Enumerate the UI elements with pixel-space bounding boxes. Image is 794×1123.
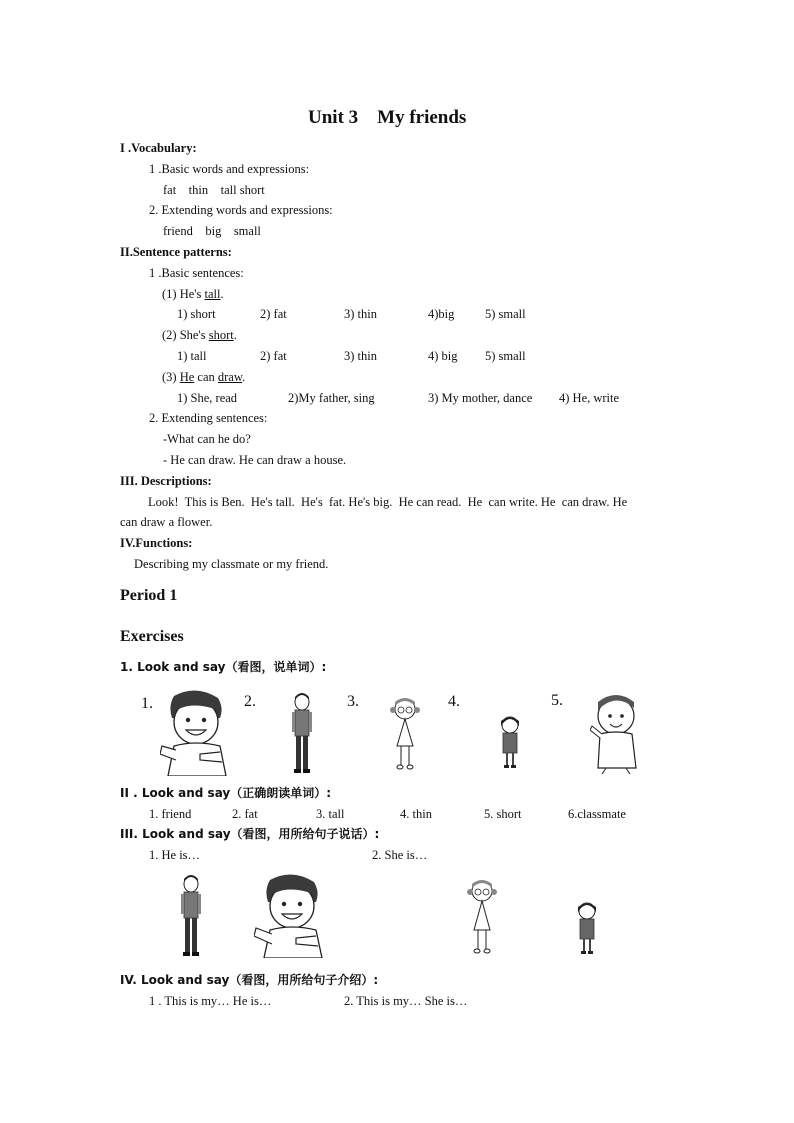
sentence-3-pre: (3) — [162, 370, 180, 384]
exercise-1-heading: 1. Look and say（看图，说单词）: — [120, 660, 327, 674]
sentence-2-pre: (2) She's — [162, 328, 209, 342]
exercises-heading: Exercises — [120, 628, 184, 645]
exercise-4-sentence-1: 1 . This is my… He is… — [149, 994, 272, 1008]
girl-glasses-figure — [389, 696, 421, 772]
s2-option: 2) fat — [260, 349, 287, 363]
s1-option: 1) short — [177, 307, 216, 321]
functions-text: Describing my classmate or my friend. — [134, 557, 329, 571]
tall-boy-figure-2 — [178, 874, 204, 958]
exercise-2-heading: II . Look and say（正确朗读单词）: — [120, 786, 332, 800]
s1-option: 3) thin — [344, 307, 377, 321]
sentence-3-underlined-subject: He — [179, 370, 195, 384]
description-line-1: Look! This is Ben. He's tall. He's fat. He's big. He can read. He can write. He can draw. He — [148, 495, 628, 509]
sentence-1-underlined: tall — [204, 287, 221, 301]
short-girl-figure — [498, 716, 522, 770]
short-girl-figure-2 — [575, 902, 599, 956]
s3-option: 3) My mother, dance — [428, 391, 533, 405]
sentence-1 — [162, 288, 224, 301]
s3-option: 1) She, read — [177, 391, 238, 405]
tall-boy-figure — [289, 692, 315, 774]
s2-option: 1) tall — [177, 349, 207, 363]
exercise-4-sentence-2: 2. This is my… She is… — [344, 994, 468, 1008]
picture-number: 4. — [448, 693, 460, 710]
extending-answer: - He can draw. He can draw a house. — [163, 453, 347, 467]
basic-sentences-label: 1 .Basic sentences: — [149, 266, 244, 280]
s2-option: 5) small — [485, 349, 526, 363]
word-item: 4. thin — [400, 807, 432, 821]
exercise-4-heading: IV. Look and say（看图，用所给句子介绍）: — [120, 973, 379, 987]
sentence-3 — [162, 371, 245, 384]
description-line-2: can draw a flower. — [120, 515, 213, 529]
sentence-1-post: . — [220, 287, 224, 301]
extending-question: -What can he do? — [163, 432, 251, 446]
sentence-3-underlined-verb: draw — [217, 370, 243, 384]
basic-words: fat thin tall short — [163, 183, 265, 197]
exercise-3-sentence-1: 1. He is… — [149, 848, 201, 862]
sentence-2-underlined: short — [208, 328, 234, 342]
extending-words-label: 2. Extending words and expressions: — [149, 203, 333, 217]
word-item: 2. fat — [232, 807, 258, 821]
exercise-3-sentence-2: 2. She is… — [372, 848, 428, 862]
sentence-1-pre: (1) He's — [162, 287, 205, 301]
girl-glasses-figure-2 — [466, 878, 498, 956]
word-item: 6.classmate — [568, 807, 626, 821]
big-boy-figure-2 — [254, 872, 328, 958]
picture-number: 1. — [141, 695, 153, 712]
s3-option: 2)My father, sing — [288, 391, 375, 405]
picture-number: 5. — [551, 692, 563, 709]
s1-option: 4)big — [428, 307, 455, 321]
basic-words-label: 1 .Basic words and expressions: — [149, 162, 310, 176]
period-heading: Period 1 — [120, 587, 178, 604]
vocabulary-heading: I .Vocabulary: — [120, 141, 197, 155]
s1-option: 5) small — [485, 307, 526, 321]
page-title — [308, 108, 466, 127]
word-item: 3. tall — [316, 807, 345, 821]
exercise-3-heading: III. Look and say（看图，用所给句子说话）: — [120, 827, 380, 841]
big-boy-figure — [160, 688, 232, 776]
s3-option: 4) He, write — [559, 391, 620, 405]
s2-option: 4) big — [428, 349, 458, 363]
pointing-boy-figure — [590, 690, 640, 774]
s1-option: 2) fat — [260, 307, 287, 321]
sentence-3-post: . — [242, 370, 246, 384]
word-item: 5. short — [484, 807, 522, 821]
word-item: 1. friend — [149, 807, 192, 821]
sentence-2-post: . — [233, 328, 237, 342]
sentence-patterns-heading: II.Sentence patterns: — [120, 245, 232, 259]
s2-option: 3) thin — [344, 349, 377, 363]
title-text: Unit 3 My friends — [308, 107, 467, 128]
sentence-2 — [162, 329, 237, 342]
functions-heading: IV.Functions: — [120, 536, 193, 550]
extending-sentences-label: 2. Extending sentences: — [149, 411, 268, 425]
picture-number: 2. — [244, 693, 256, 710]
picture-number: 3. — [347, 693, 359, 710]
descriptions-heading: III. Descriptions: — [120, 474, 212, 488]
sentence-3-mid: can — [194, 370, 218, 384]
extending-words: friend big small — [163, 224, 261, 238]
